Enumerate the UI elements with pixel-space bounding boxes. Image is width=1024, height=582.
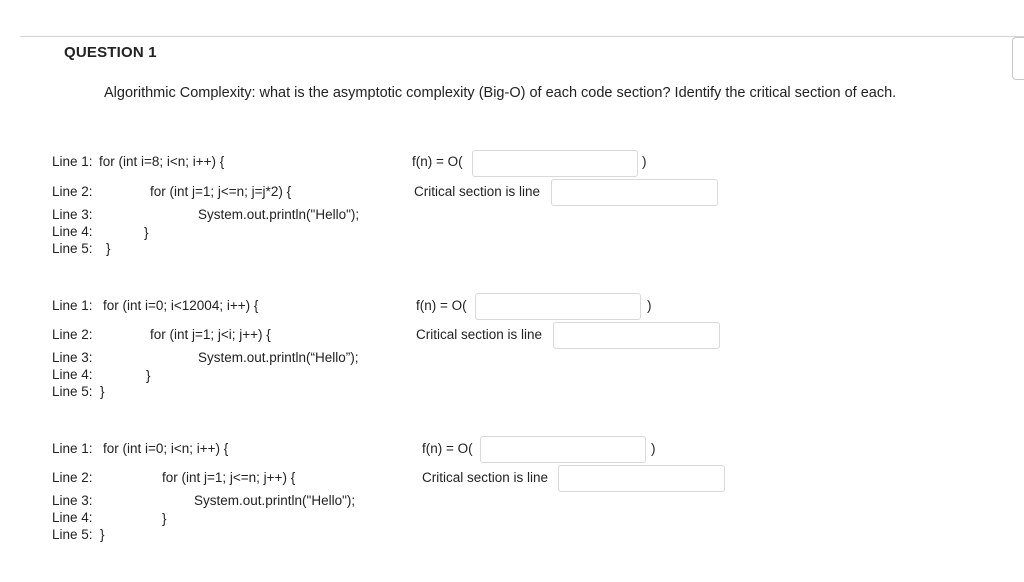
side-panel-tab[interactable] xyxy=(1012,37,1024,80)
code-line: } xyxy=(144,225,149,240)
line-label: Line 1: xyxy=(52,298,93,313)
fn-close: ) xyxy=(642,154,647,169)
line-label: Line 1: xyxy=(52,441,93,456)
critical-section-input[interactable] xyxy=(551,179,718,206)
line-label: Line 2: xyxy=(52,470,93,485)
code-line: System.out.println("Hello"); xyxy=(198,207,360,222)
line-label: Line 4: xyxy=(52,510,93,525)
question-prompt-text: Algorithmic Complexity: what is the asymptotic complexity (Big-O) of each code section? Identify the critical section of each. xyxy=(104,85,897,101)
code-line: } xyxy=(100,384,105,399)
code-line: for (int i=0; i<12004; i++) { xyxy=(103,298,259,313)
code-line: for (int j=1; j<=n; j=j*2) { xyxy=(150,184,292,199)
line-label: Line 2: xyxy=(52,327,93,342)
fn-close: ) xyxy=(651,441,656,456)
code-line: } xyxy=(146,368,151,383)
critical-label: Critical section is line xyxy=(422,470,549,485)
line-label: Line 5: xyxy=(52,527,93,542)
code-line: } xyxy=(106,241,111,256)
critical-section-input[interactable] xyxy=(553,322,720,349)
line-label: Line 2: xyxy=(52,184,93,199)
code-line: } xyxy=(162,511,167,526)
line-label: Line 1: xyxy=(52,154,93,169)
critical-section-input[interactable] xyxy=(558,465,725,492)
line-label: Line 3: xyxy=(52,207,93,222)
top-divider xyxy=(20,36,1024,37)
question-title: QUESTION 1 xyxy=(64,44,157,61)
line-label: Line 4: xyxy=(52,367,93,382)
fn-close: ) xyxy=(647,298,652,313)
fn-label: f(n) = O( xyxy=(422,441,473,456)
complexity-input[interactable] xyxy=(472,150,638,177)
code-line: for (int j=1; j<i; j++) { xyxy=(150,327,271,342)
fn-label: f(n) = O( xyxy=(416,298,467,313)
line-label: Line 3: xyxy=(52,493,93,508)
code-line: for (int j=1; j<=n; j++) { xyxy=(162,470,296,485)
code-line: } xyxy=(100,527,105,542)
code-line: System.out.println("Hello"); xyxy=(194,493,356,508)
critical-label: Critical section is line xyxy=(416,327,543,342)
complexity-input[interactable] xyxy=(480,436,646,463)
critical-label: Critical section is line xyxy=(414,184,541,199)
fn-label: f(n) = O( xyxy=(412,154,463,169)
line-label: Line 5: xyxy=(52,241,93,256)
line-label: Line 3: xyxy=(52,350,93,365)
code-line: for (int i=0; i<n; i++) { xyxy=(103,441,229,456)
complexity-input[interactable] xyxy=(475,293,641,320)
code-line: System.out.println(“Hello”); xyxy=(198,350,359,365)
code-line: for (int i=8; i<n; i++) { xyxy=(99,154,225,169)
question-prompt xyxy=(52,84,942,102)
line-label: Line 4: xyxy=(52,224,93,239)
line-label: Line 5: xyxy=(52,384,93,399)
